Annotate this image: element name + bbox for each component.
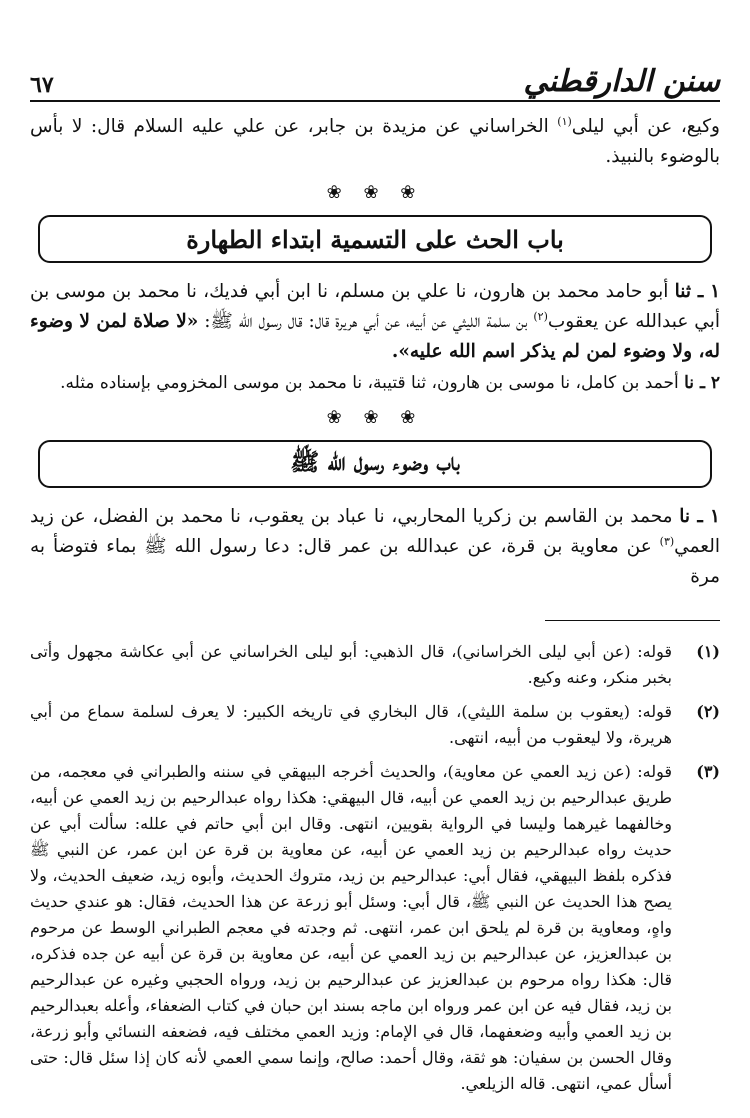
hadith-paragraph bbox=[30, 502, 720, 592]
intro-text-a: وكيع، عن أبي ليلى bbox=[571, 116, 720, 137]
footnote-ref-3[interactable]: (٣) bbox=[659, 534, 675, 548]
chapter-title-1: باب الحث على التسمية ابتداء الطهارة bbox=[186, 224, 564, 254]
section-separator: ❀ ❀ ❀ bbox=[326, 182, 424, 203]
chapter-heading-box-1 bbox=[38, 215, 712, 263]
hadith-text-b: عن معاوية بن قرة، عن عبدالله بن عمر قال: دعا رسول الله ﷺ بماء فتوضأ به مرة bbox=[30, 536, 720, 587]
hadith-paragraph bbox=[30, 277, 720, 367]
hadith-number: ١ ـ ثنا bbox=[674, 281, 720, 302]
intro-text-b: الخراساني عن مزيدة بن جابر، عن علي عليه السلام قال: لا بأس بالوضوء بالنبيذ. bbox=[30, 116, 720, 167]
chapter-title-2: باب وضوء رسول الله ﷺ bbox=[290, 446, 460, 476]
footnote-number: (٢) bbox=[696, 702, 720, 721]
footnote-number: (١) bbox=[696, 642, 720, 661]
footnote-text: قوله: (عن زيد العمي عن معاوية)، والحديث أخرجه البيهقي في سننه والطبراني في معجمه، من طريق عبدالرحيم بن زيد العمي عن أبيه، قال البيهقي: هكذا رواه عبدالرحيم بن زيد العمي عن أبيه، وخالفهما غيرهما وليسا في الرواية بقويين، انتهى. وقال ابن أبي حاتم في علله: سألت أبي عن حديث رواه عبدالرحيم بن زيد العمي عن أبيه، عن معاوية بن قرة عن ابن عمر، عن النبي ﷺ فذكره بلفظ البيهقي، فقال أبي: عبدالرحيم بن زيد، متروك الحديث، وأبوه زيد، ضعيف الحديث، ولا يصح هذا الحديث عن النبي ﷺ، قال أبي: وسئل أبو زرعة عن هذا الحديث، فقال: هو عندي حديث واهٍ، ومعاوية بن قرة لم يلحق ابن عمر، انتهى. ثم وجدته في معجم الطبراني الوسط عن مرحوم بن عبدالعزيز، عن عبدالرحيم بن زيد العمي عن أبيه، عن معاوية بن قرة عن أبيه عن جده فذكره، قال: هكذا رواه مرحوم بن عبدالعزيز عن عبدالرحيم بن زيد، ورواه الحجبي وغيره عن عبدالرحيم بن زيد، فقال فيه عن ابن عمر ورواه ابن ماجه بسند ابن حبان في كتاب الضعفاء، وأعله بعبدالرحيم بن زيد العمي وأبيه وضعفهما، قال في الإمام: وزيد العمي مختلف فيه، فضعفه النسائي وأبو زرعة، وقال الحسن بن سفيان: هو ثقة، وقال أحمد: صالح، وإنما سمي العمي لأنه كان إذا سئل قال: حتى أسأل عمي، انتهى. قاله الزيلعي. bbox=[30, 762, 673, 1093]
hadith-text: أحمد بن كامل، نا موسى بن هارون، ثنا قتيبة، نا محمد بن موسى المخزومي بإسناده مثله. bbox=[60, 373, 685, 393]
footnote-ref-1[interactable]: (١) bbox=[557, 114, 572, 128]
book-page bbox=[30, 60, 720, 1105]
footnote-3 bbox=[30, 759, 720, 1097]
footnote-1 bbox=[30, 639, 720, 691]
hadith-paragraph bbox=[30, 369, 720, 397]
hadith-quote: «لا صلاة لمن لا وضوء له، ولا وضوء لمن لم يذكر اسم الله عليه». bbox=[30, 311, 720, 362]
hadith-number: ٢ ـ نا bbox=[684, 373, 720, 393]
footnote-divider bbox=[545, 620, 720, 621]
footnote-text: قوله: (عن أبي ليلى الخراساني)، قال الذهبي: أبو ليلى الخراساني عن أبي عكاشة مجهول وأتى بخبر منكر، وعنه وكيع. bbox=[30, 642, 672, 687]
hadith-text-b: بن سلمة الليثي عن أبيه، عن أبي هريرة قال: قال رسول الله ﷺ: bbox=[198, 311, 534, 332]
footnote-text: قوله: (يعقوب بن سلمة الليثي)، قال البخاري في تاريخه الكبير: لا يعرف لسلمة سماع من أبي هريرة، ولا ليعقوب من أبيه، انتهى. bbox=[30, 702, 672, 747]
footnote-ref-2[interactable]: (٢) bbox=[533, 309, 548, 323]
page-number: ٦٧ bbox=[30, 72, 54, 98]
hadith-text-a: محمد بن القاسم بن زكريا المحاربي، نا عباد بن يعقوب، نا محمد بن الفضل، عن زيد العمي bbox=[30, 506, 720, 557]
hadith-text-a: أبو حامد محمد بن هارون، نا علي بن مسلم، نا ابن أبي فديك، نا محمد بن موسى بن أبي عبدالله عن يعقوب bbox=[30, 281, 721, 332]
footnote-2 bbox=[30, 699, 720, 751]
running-title: سنن الدارقطني bbox=[523, 64, 720, 99]
hadith-number: ١ ـ نا bbox=[679, 506, 720, 527]
intro-paragraph bbox=[30, 112, 720, 172]
footnote-number: (٣) bbox=[696, 762, 720, 781]
page-header bbox=[30, 60, 720, 102]
chapter-heading-box-2 bbox=[38, 440, 712, 488]
section-separator: ❀ ❀ ❀ bbox=[326, 407, 424, 428]
